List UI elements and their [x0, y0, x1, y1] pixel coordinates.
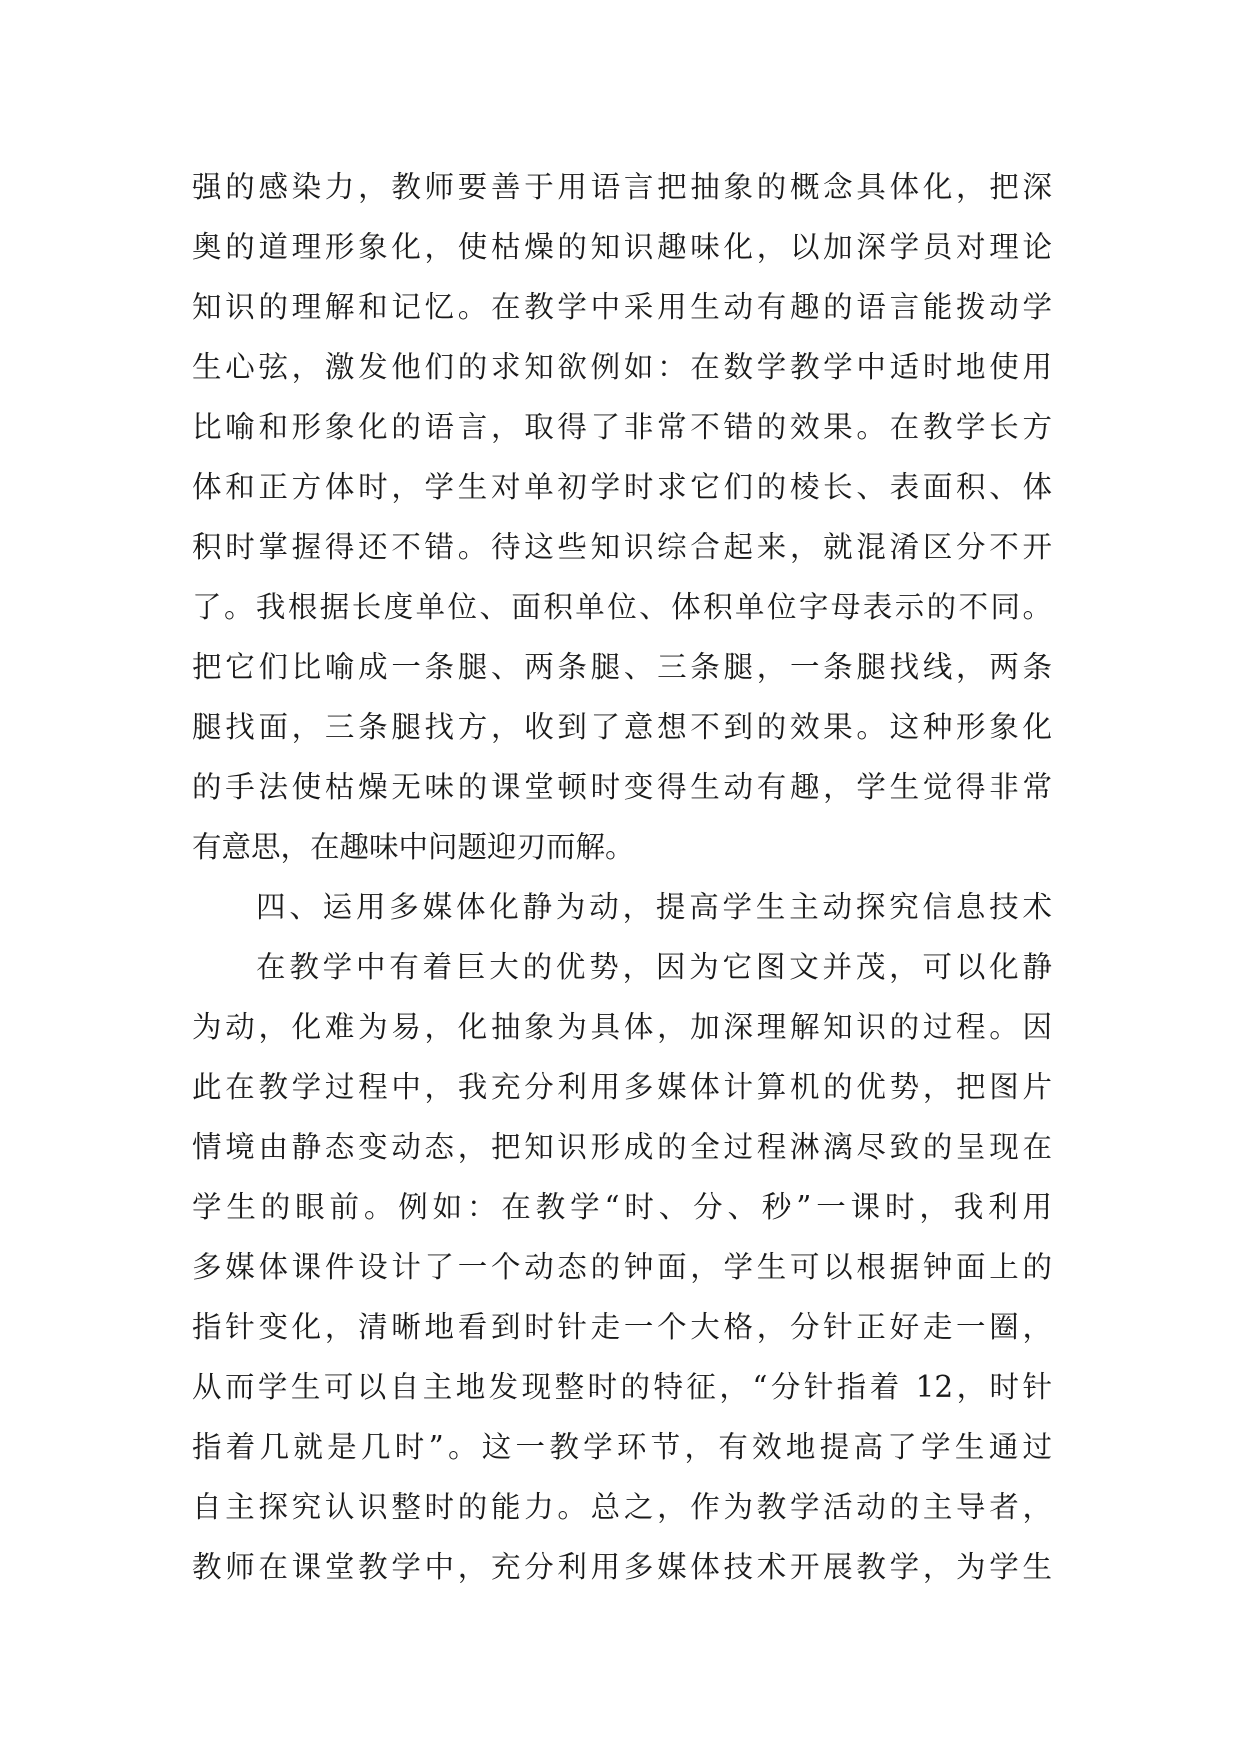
- text-line: 情境由静态变动态，把知识形成的全过程淋漓尽致的呈现在: [192, 1130, 1052, 1164]
- text-line: 强的感染力，教师要善于用语言把抽象的概念具体化，把深: [192, 170, 1052, 204]
- text-line: 奥的道理形象化，使枯燥的知识趣味化，以加深学员对理论: [192, 230, 1052, 264]
- text-line: 从而学生可以自主地发现整时的特征，“分针指着 12，时针: [192, 1370, 1052, 1404]
- text-line: 自主探究认识整时的能力。总之，作为教学活动的主导者，: [192, 1490, 1052, 1524]
- text-line: 此在教学过程中，我充分利用多媒体计算机的优势，把图片: [192, 1070, 1052, 1104]
- text-line: 教师在课堂教学中，充分利用多媒体技术开展教学，为学生: [192, 1550, 1052, 1584]
- body-text: [192, 157, 1052, 1597]
- text-line: 多媒体课件设计了一个动态的钟面，学生可以根据钟面上的: [192, 1250, 1052, 1284]
- text-line: 积时掌握得还不错。待这些知识综合起来，就混淆区分不开: [192, 530, 1052, 564]
- text-line: 在教学中有着巨大的优势，因为它图文并茂，可以化静: [256, 950, 1052, 984]
- text-line: 四、运用多媒体化静为动，提高学生主动探究信息技术: [256, 890, 1052, 924]
- text-line: 了。我根据长度单位、面积单位、体积单位字母表示的不同。: [192, 590, 1052, 624]
- text-line: 腿找面，三条腿找方，收到了意想不到的效果。这种形象化: [192, 710, 1052, 744]
- text-line: 生心弦，激发他们的求知欲例如：在数学教学中适时地使用: [192, 350, 1052, 384]
- text-line: 知识的理解和记忆。在教学中采用生动有趣的语言能拨动学: [192, 290, 1052, 324]
- text-line: 有意思，在趣味中问题迎刃而解。: [192, 830, 635, 864]
- text-line: 体和正方体时，学生对单初学时求它们的棱长、表面积、体: [192, 470, 1052, 504]
- text-line: 指着几就是几时”。这一教学环节，有效地提高了学生通过: [192, 1430, 1052, 1464]
- text-line: 比喻和形象化的语言，取得了非常不错的效果。在教学长方: [192, 410, 1052, 444]
- text-line: 为动，化难为易，化抽象为具体，加深理解知识的过程。因: [192, 1010, 1052, 1044]
- text-line: 把它们比喻成一条腿、两条腿、三条腿，一条腿找线，两条: [192, 650, 1052, 684]
- text-line: 指针变化，清晰地看到时针走一个大格，分针正好走一圈，: [192, 1310, 1052, 1344]
- text-line: 学生的眼前。例如：在教学“时、分、秒”一课时，我利用: [192, 1190, 1052, 1224]
- text-line: 的手法使枯燥无味的课堂顿时变得生动有趣，学生觉得非常: [192, 770, 1052, 804]
